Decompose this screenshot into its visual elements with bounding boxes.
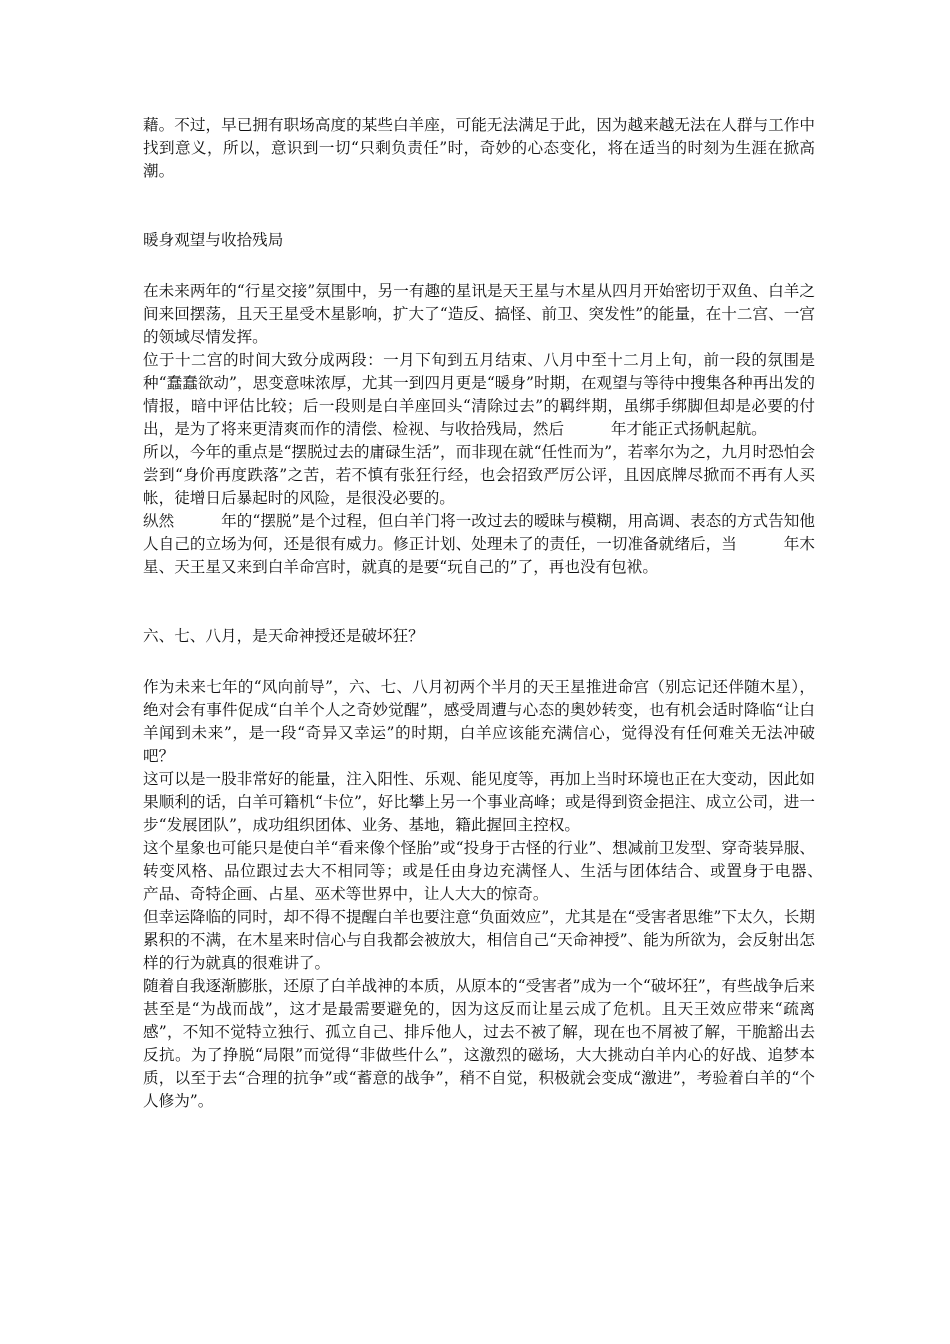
intro-paragraph: 藉。不过，早已拥有职场高度的某些白羊座，可能无法满足于此，因为越来越无法在人群与工作中找到意义，所以，意识到一切“只剩负责任”时，奇妙的心态变化，将在适当的时刻为生涯在掀高潮。 — [143, 116, 815, 180]
paragraph: 这个星象也可能只是使白羊“看来像个怪胎”或“投身于古怪的行业”、想减前卫发型、穿奇装异服、转变风格、品位跟过去大不相同等；或是任由身边充满怪人、生活与团体结合、或置身于电器、 产品、奇特企画、占星、巫术等世界中，让人大大的惊奇。 — [143, 839, 847, 903]
paragraph: 位于十二宫的时间大致分成两段：一月下旬到五月结束、八月中至十二月上旬，前一段的氛围是种“蠢蠢欲动”，思变意味浓厚，尤其一到四月更是“暖身”时期，在观望与等待中搜集各种再出发的情报，暗中评估比较；后一段则是白羊座回头“清除过去”的羁绊期，虽绑手绑脚但却是必要的付出，是为了将来更清爽而作的清偿、检视、与收拾残局，然后 年才能正式扬帆起航。 — [143, 351, 815, 438]
spacer — [143, 648, 815, 676]
paragraph: 在未来两年的“行星交接”氛围中，另一有趣的星讯是天王星与木星从四月开始密切于双鱼、白羊之间来回摆荡，且天王星受木星影响，扩大了“造反、搞怪、前卫、突发性”的能量，在十二宫、一宫的领域尽情发挥。 — [143, 282, 815, 346]
section-heading-warmup: 暖身观望与收拾残局 — [143, 231, 284, 249]
paragraph: 随着自我逐渐膨胀，还原了白羊战神的本质，从原本的“受害者”成为一个“破坏狂”，有些战争后来甚至是“为战而战”，这才是最需要避免的，因为这反而让星云成了危机。且天王效应带来“疏离感”，不知不觉特立独行、孤立自己、排斥他人，过去不被了解，现在也不屑被了解，干脆豁出去反抗。为了挣脱“局限”而觉得“非做些什么”，这激烈的磁场，大大挑动白羊内心的好战、追梦本质，以至于去“合理的抗争”或“蓄意的战争”，稍不自觉，积极就会变成“激进”，考验着白羊的“个人修为”。 — [143, 977, 815, 1110]
spacer — [143, 579, 815, 625]
paragraph: 作为未来七年的“风向前导”，六、七、八月初两个半月的天王星推进命宫（别忘记还伴随木星），绝对会有事件促成“白羊个人之奇妙觉醒”，感受周遭与心态的奥妙转变，也有机会适时降临“让白羊闻到未来”，是一段“奇异又幸运”的时期，白羊应该能充满信心，觉得没有任何难关无法冲破吧？ — [143, 678, 815, 765]
spacer — [143, 183, 815, 229]
paragraph: 这可以是一股非常好的能量，注入阳性、乐观、能见度等，再加上当时环境也正在大变动，因此如果顺利的话，白羊可籍机“卡位”，好比攀上另一个事业高峰；或是得到资金挹注、成立公司，进一步“发展团队”，成功组织团体、业务、基地，籍此握回主控权。 — [143, 770, 815, 834]
paragraph: 但幸运降临的同时，却不得不提醒白羊也要注意“负面效应”，尤其是在“受害者思维”下太久，长期累积的不满，在木星来时信心与自我都会被放大，相信自己“天命神授”、能为所欲为，会反射出怎样的行为就真的很难讲了。 — [143, 908, 815, 972]
document-page — [143, 114, 847, 1113]
spacer — [143, 252, 815, 280]
section-heading-june-august: 六、七、八月，是天命神授还是破坏狂？ — [143, 627, 424, 645]
paragraph: 纵然 年的“摆脱”是个过程，但白羊门将一改过去的暧昧与模糊，用高调、表态的方式告知他人自己的立场为何，还是很有威力。修正计划、处理未了的责任，一切准备就绪后，当 年木星、天王星又来到白羊命宫时，就真的是要“玩自己的”了，再也没有包袱。 — [143, 512, 815, 576]
paragraph: 所以，今年的重点是“摆脱过去的庸碌生活”，而非现在就“任性而为”，若率尔为之，九月时恐怕会尝到“身价再度跌落”之苦，若不慎有张狂行经，也会招致严厉公评，且因底牌尽掀而不再有人买帐，徒增日后暴起时的风险，是很没必要的。 — [143, 443, 815, 507]
